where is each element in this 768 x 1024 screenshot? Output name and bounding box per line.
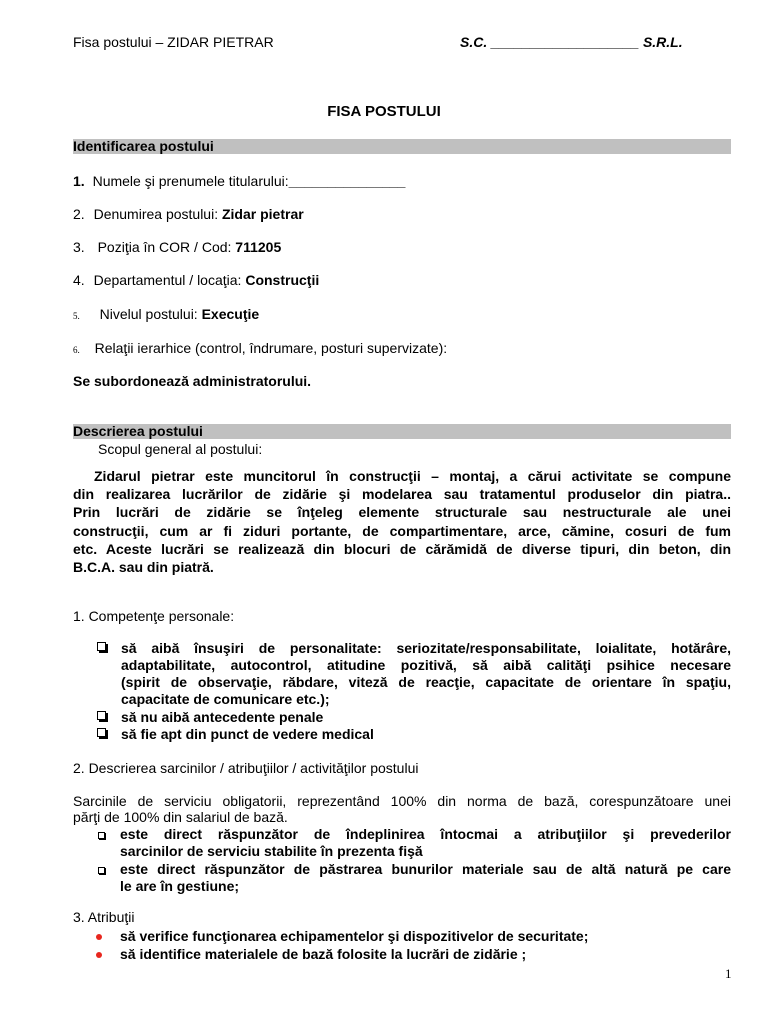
tasks-intro-line: Sarcinile de serviciu obligatorii, reprezentând 100% din norma de bază, corespunzătoare unei [73, 793, 731, 809]
subordination-text: Se subordonează administratorului. [73, 373, 312, 389]
task-line: sarcinilor de serviciu stabilite în prezenta fişă [120, 843, 423, 859]
competence-line: să aibă însuşiri de personalitate: seriozitate/responsabilitate, loialitate, hotărâre, [121, 640, 731, 656]
task-item [120, 861, 731, 895]
description-line: construcţii, cum ar fi ziduri portante, de compartimentare, arce, cămine, cosuri de fum [73, 522, 731, 539]
item-label: Denumirea postului: [93, 206, 222, 222]
page-number: 1 [725, 966, 732, 981]
tasks-intro [73, 793, 731, 825]
competence-line: (spirit de observaţie, răbdare, viteză de reacţie, capacitate de orientare în spaţiu, [121, 674, 731, 690]
competence-line: capacitate de comunicare etc.); [121, 691, 330, 707]
item-value: _______________ [288, 173, 406, 189]
item-label: Relaţii ierarhice (control, îndrumare, posturi supervizate): [94, 340, 448, 356]
red-bullet-icon [96, 952, 102, 958]
square-bullet-icon [98, 832, 105, 839]
tasks-heading: 2. Descrierea sarcinilor / atribuţiilor / activităţilor postului [73, 760, 419, 776]
item-number: 2. [73, 206, 85, 222]
ident-item-4 [73, 272, 319, 288]
task-line: le are în gestiune; [120, 878, 240, 894]
header-company: S.C. ___________________ S.R.L. [460, 34, 683, 50]
task-line: este direct răspunzător de păstrarea bunurilor materiale sau de altă natură pe care [120, 861, 731, 877]
page-title: FISA POSTULUI [327, 103, 441, 120]
checkbox-bullet-icon [97, 642, 106, 651]
description-line: din realizarea lucrărilor de zidărie şi modelarea sau tratamentul produselor din piatra.. [73, 486, 731, 503]
competence-line: adaptabilitate, autocontrol, atitudine pozitivă, să aibă calităţi psihice necesare [121, 657, 731, 673]
competence-text [121, 640, 731, 708]
competences-heading: 1. Competenţe personale: [73, 608, 235, 624]
ident-item-1 [73, 173, 405, 189]
description-line: B.C.A. sau din piatră. [73, 559, 214, 576]
item-number: 5. [73, 311, 80, 321]
task-line: este direct răspunzător de îndeplinirea întocmai a atribuţiilor şi prevederilor [120, 826, 731, 842]
attribution-item: să verifice funcţionarea echipamentelor şi dispozitivelor de securitate; [120, 928, 589, 944]
square-bullet-icon [98, 867, 105, 874]
competence-text: să nu aibă antecedente penale [121, 709, 324, 725]
item-value: Construcţii [245, 272, 320, 288]
item-number: 3. [73, 239, 85, 255]
checkbox-bullet-icon [97, 711, 106, 720]
item-value: Execuţie [201, 306, 260, 322]
description-paragraph [73, 467, 731, 576]
description-line: etc. Aceste lucrări se realizează din blocuri de cărămidă de diverse tipuri, din beton, din [73, 540, 731, 557]
item-value: 711205 [235, 239, 282, 255]
red-bullet-icon [96, 934, 102, 940]
item-label: Numele şi prenumele titularului: [92, 173, 289, 189]
header-doc-title: Fisa postului – ZIDAR PIETRAR [73, 34, 274, 50]
ident-item-2 [73, 206, 304, 222]
item-number: 6. [73, 345, 80, 355]
ident-item-3 [73, 239, 281, 255]
description-line: Prin lucrări de zidărie se înţeleg elemente structurale sau nestructurale ale unei [73, 504, 731, 521]
section-band-description: Descrierea postului [73, 424, 731, 439]
ident-item-5 [73, 306, 259, 322]
item-label: Nivelul postului: [99, 306, 202, 322]
checkbox-bullet-icon [97, 728, 106, 737]
attribution-item: să identifice materialele de bază folosite la lucrări de zidărie ; [120, 946, 527, 962]
item-number: 4. [73, 272, 85, 288]
item-number: 1. [73, 173, 85, 189]
attributions-heading: 3. Atribuţii [73, 909, 135, 925]
tasks-intro-line: părţi de 100% din salariul de bază. [73, 809, 288, 825]
item-label: Departamentul / locaţia: [93, 272, 246, 288]
task-item [120, 826, 731, 860]
section-band-identification: Identificarea postului [73, 139, 731, 154]
scope-label: Scopul general al postului: [98, 441, 263, 457]
ident-item-6 [73, 340, 447, 356]
competence-text: să fie apt din punct de vedere medical [121, 726, 374, 742]
item-label: Poziţia în COR / Cod: [97, 239, 236, 255]
item-value: Zidar pietrar [221, 206, 304, 222]
description-line: Zidarul pietrar este muncitorul în construcţii – montaj, a cărui activitate se compune [94, 468, 731, 484]
